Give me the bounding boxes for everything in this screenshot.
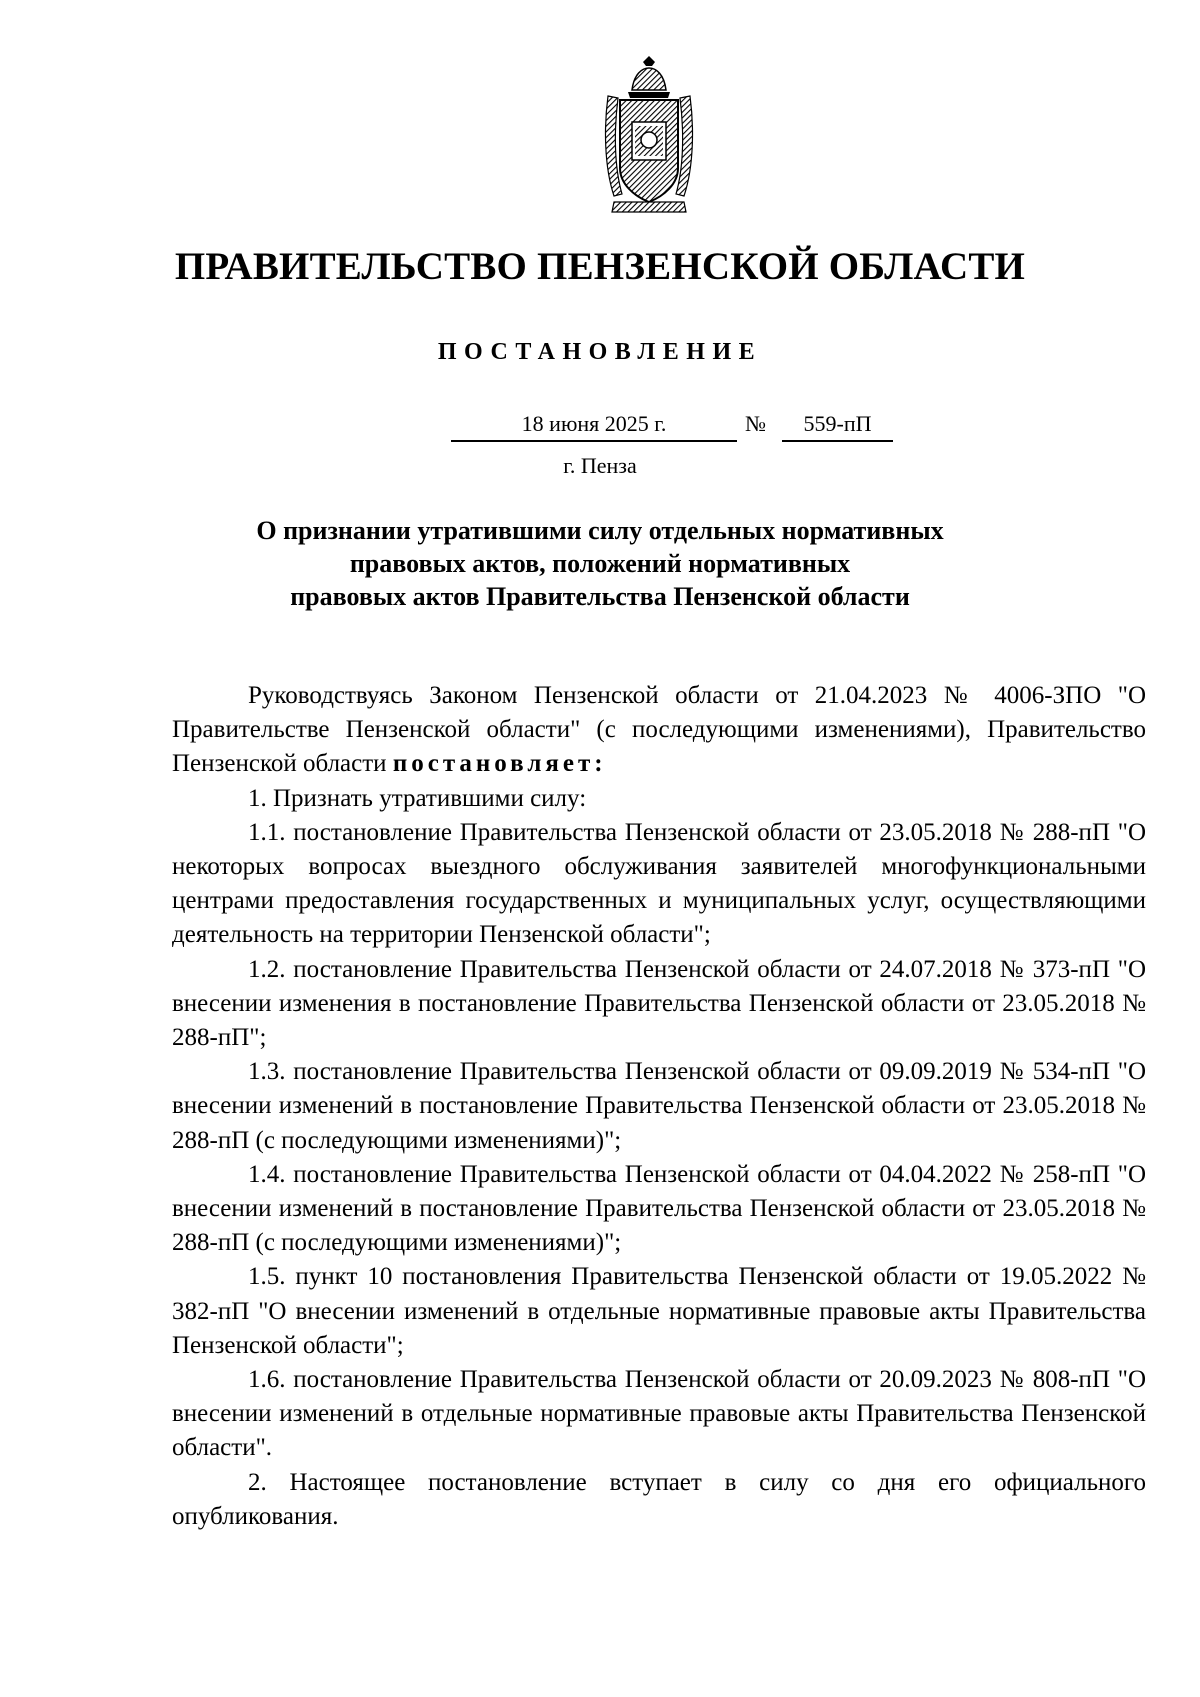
item-paragraph: 2. Настоящее постановление вступает в силу со дня его официального опубликования. [172, 1468, 1146, 1530]
item-paragraph: 1.5. пункт 10 постановления Правительства Пензенской области от 19.05.2022 № 382-пП "О внесении изменений в отдельные нормативные правовые акты Правительства Пензенской области"; [172, 1263, 1146, 1359]
intro-paragraph [172, 679, 1146, 782]
item-paragraph: 1.4. постановление Правительства Пензенской области от 04.04.2022 № 258-пП "О внесении изменений в постановление Правительства Пензенской области от 23.05.2018 № 288-пП (с последующими изменениями)"; [172, 1160, 1146, 1257]
item-paragraph: 1.6. постановление Правительства Пензенской области от 20.09.2023 № 808-пП "О внесении изменений в отдельные нормативные правовые акты Правительства Пензенской области". [172, 1366, 1146, 1462]
subject-line: правовых актов, положений нормативных [349, 549, 851, 578]
item-paragraph: 1. Признать утратившими силу: [248, 784, 587, 812]
resolves-word: постановляет: [392, 750, 607, 778]
item-paragraph: 1.1. постановление Правительства Пензенской области от 23.05.2018 № 288-пП "О некоторых вопросах выездного обслуживания заявителей многофункциональными центрами предоставления государственных и муниципальных услуг, осуществляющими деятельность на территории Пензенской области"; [172, 818, 1146, 949]
item-paragraph: 1.3. постановление Правительства Пензенской области от 09.09.2019 № 534-пП "О внесении изменений в постановление Правительства Пензенской области от 23.05.2018 № 288-пП (с последующими изменениями)"; [172, 1058, 1146, 1154]
subject-line: О признании утратившими силу отдельных нормативных [256, 516, 944, 545]
document-type: ПОСТАНОВЛЕНИЕ [437, 339, 763, 365]
subject-line: правовых актов Правительства Пензенской области [290, 582, 910, 611]
document-body [172, 679, 1146, 1534]
item-paragraph: 1.2. постановление Правительства Пензенской области от 24.07.2018 № 373-пП "О внесении изменения в постановление Правительства Пензенской области от 23.05.2018 № 288-пП"; [172, 955, 1146, 1052]
date-number-line [0, 410, 1200, 446]
document-subject [200, 514, 1000, 613]
organization-title: ПРАВИТЕЛЬСТВО ПЕНЗЕНСКОЙ ОБЛАСТИ [174, 245, 1026, 288]
city: г. Пенза [563, 453, 637, 478]
intro-text: Руководствуясь Законом Пензенской области от 21.04.2023 № 4006-ЗПО "О Правительстве Пензенской области" (с последующими изменениями), Правительство Пензенской области [172, 682, 1146, 778]
number-sign: № [745, 411, 766, 436]
document-date: 18 июня 2025 г. [451, 410, 737, 442]
document-number: 559-пП [782, 410, 893, 442]
coat-of-arms-icon [602, 56, 696, 214]
